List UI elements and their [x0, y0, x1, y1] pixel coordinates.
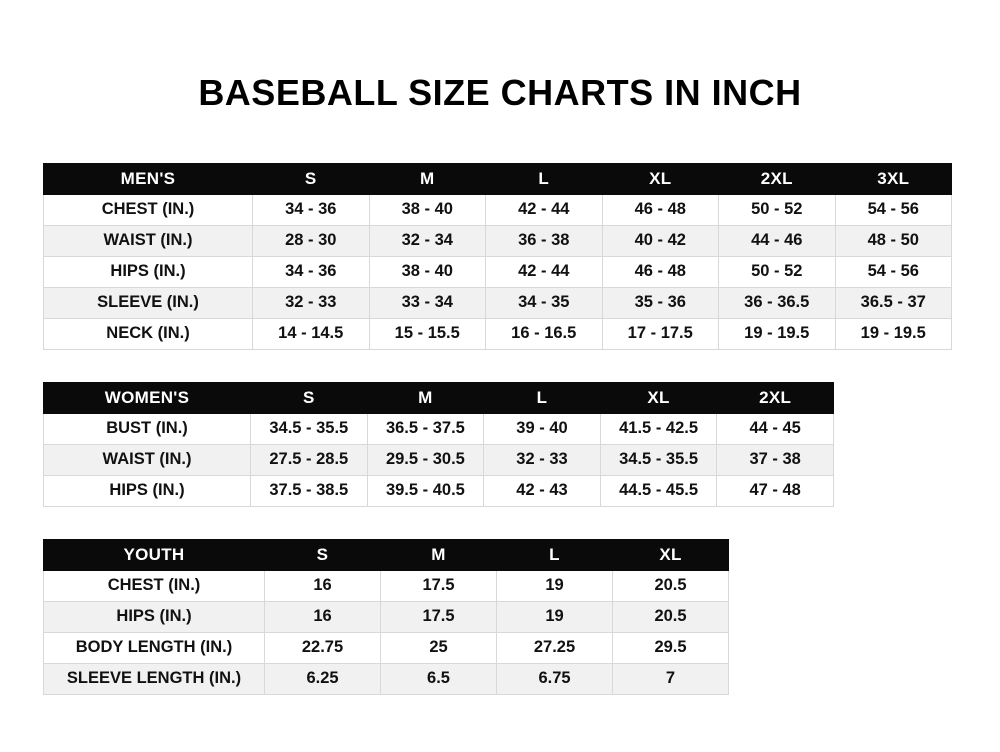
table-cell: 6.25	[265, 663, 381, 694]
table-cell: 27.25	[497, 632, 613, 663]
row-label: NECK (IN.)	[44, 318, 253, 349]
table-cell: 38 - 40	[369, 256, 486, 287]
table-cell: 36.5 - 37	[835, 287, 952, 318]
youth-col-s: S	[265, 539, 381, 570]
mens-col-l: L	[486, 163, 603, 194]
table-cell: 41.5 - 42.5	[600, 413, 717, 444]
table-cell: 47 - 48	[717, 475, 834, 506]
table-cell: 27.5 - 28.5	[251, 444, 368, 475]
table-cell: 33 - 34	[369, 287, 486, 318]
womens-col-xl: XL	[600, 382, 717, 413]
table-row	[44, 256, 952, 287]
table-cell: 19 - 19.5	[719, 318, 836, 349]
table-cell: 34.5 - 35.5	[600, 444, 717, 475]
table-cell: 46 - 48	[602, 256, 719, 287]
table-cell: 28 - 30	[253, 225, 370, 256]
mens-col-3xl: 3XL	[835, 163, 952, 194]
table-cell: 38 - 40	[369, 194, 486, 225]
table-cell: 36 - 36.5	[719, 287, 836, 318]
table-cell: 34 - 36	[253, 194, 370, 225]
row-label: CHEST (IN.)	[44, 194, 253, 225]
youth-header-label: YOUTH	[44, 539, 265, 570]
table-cell: 46 - 48	[602, 194, 719, 225]
table-cell: 39 - 40	[484, 413, 601, 444]
table-cell: 34.5 - 35.5	[251, 413, 368, 444]
womens-col-m: M	[367, 382, 484, 413]
row-label: SLEEVE (IN.)	[44, 287, 253, 318]
table-cell: 6.5	[381, 663, 497, 694]
table-row	[44, 663, 729, 694]
table-cell: 42 - 43	[484, 475, 601, 506]
table-cell: 17.5	[381, 601, 497, 632]
mens-col-s: S	[253, 163, 370, 194]
table-row	[44, 413, 834, 444]
table-row	[44, 601, 729, 632]
table-cell: 40 - 42	[602, 225, 719, 256]
table-cell: 34 - 36	[253, 256, 370, 287]
womens-header-label: WOMEN'S	[44, 382, 251, 413]
table-cell: 25	[381, 632, 497, 663]
womens-col-2xl: 2XL	[717, 382, 834, 413]
table-cell: 15 - 15.5	[369, 318, 486, 349]
table-cell: 34 - 35	[486, 287, 603, 318]
row-label: BODY LENGTH (IN.)	[44, 632, 265, 663]
table-cell: 16 - 16.5	[486, 318, 603, 349]
table-cell: 22.75	[265, 632, 381, 663]
table-row	[44, 632, 729, 663]
table-row	[44, 287, 952, 318]
womens-col-s: S	[251, 382, 368, 413]
table-cell: 17.5	[381, 570, 497, 601]
mens-table-header	[44, 163, 952, 194]
youth-table-header	[44, 539, 729, 570]
table-cell: 6.75	[497, 663, 613, 694]
table-cell: 19 - 19.5	[835, 318, 952, 349]
table-row	[44, 475, 834, 506]
mens-table-body	[44, 194, 952, 349]
table-cell: 17 - 17.5	[602, 318, 719, 349]
table-row	[44, 318, 952, 349]
table-row	[44, 225, 952, 256]
table-cell: 36.5 - 37.5	[367, 413, 484, 444]
table-cell: 7	[613, 663, 729, 694]
tables-container	[0, 163, 1000, 695]
table-cell: 16	[265, 570, 381, 601]
table-cell: 50 - 52	[719, 194, 836, 225]
table-cell: 19	[497, 601, 613, 632]
womens-size-table	[43, 382, 834, 507]
table-cell: 42 - 44	[486, 256, 603, 287]
row-label: HIPS (IN.)	[44, 601, 265, 632]
page-title: BASEBALL SIZE CHARTS IN INCH	[198, 72, 802, 113]
table-row	[44, 570, 729, 601]
table-cell: 48 - 50	[835, 225, 952, 256]
mens-size-table	[43, 163, 952, 350]
table-cell: 44 - 46	[719, 225, 836, 256]
table-cell: 39.5 - 40.5	[367, 475, 484, 506]
table-cell: 16	[265, 601, 381, 632]
mens-col-2xl: 2XL	[719, 163, 836, 194]
table-cell: 29.5	[613, 632, 729, 663]
mens-col-xl: XL	[602, 163, 719, 194]
table-cell: 54 - 56	[835, 256, 952, 287]
table-header-row	[44, 163, 952, 194]
youth-col-m: M	[381, 539, 497, 570]
womens-table-header	[44, 382, 834, 413]
table-cell: 32 - 33	[484, 444, 601, 475]
row-label: HIPS (IN.)	[44, 475, 251, 506]
mens-header-label: MEN'S	[44, 163, 253, 194]
table-cell: 29.5 - 30.5	[367, 444, 484, 475]
table-cell: 14 - 14.5	[253, 318, 370, 349]
youth-table-body	[44, 570, 729, 694]
table-cell: 37 - 38	[717, 444, 834, 475]
table-row	[44, 194, 952, 225]
table-cell: 44 - 45	[717, 413, 834, 444]
row-label: BUST (IN.)	[44, 413, 251, 444]
row-label: CHEST (IN.)	[44, 570, 265, 601]
table-row	[44, 444, 834, 475]
table-cell: 54 - 56	[835, 194, 952, 225]
youth-col-l: L	[497, 539, 613, 570]
table-cell: 19	[497, 570, 613, 601]
youth-size-table	[43, 539, 729, 695]
row-label: WAIST (IN.)	[44, 225, 253, 256]
row-label: HIPS (IN.)	[44, 256, 253, 287]
youth-col-xl: XL	[613, 539, 729, 570]
table-cell: 37.5 - 38.5	[251, 475, 368, 506]
table-cell: 44.5 - 45.5	[600, 475, 717, 506]
womens-table-body	[44, 413, 834, 506]
table-header-row	[44, 539, 729, 570]
table-cell: 32 - 34	[369, 225, 486, 256]
mens-col-m: M	[369, 163, 486, 194]
row-label: WAIST (IN.)	[44, 444, 251, 475]
row-label: SLEEVE LENGTH (IN.)	[44, 663, 265, 694]
table-cell: 42 - 44	[486, 194, 603, 225]
table-cell: 32 - 33	[253, 287, 370, 318]
table-cell: 20.5	[613, 570, 729, 601]
table-cell: 35 - 36	[602, 287, 719, 318]
table-header-row	[44, 382, 834, 413]
table-cell: 50 - 52	[719, 256, 836, 287]
table-cell: 36 - 38	[486, 225, 603, 256]
table-cell: 20.5	[613, 601, 729, 632]
womens-col-l: L	[484, 382, 601, 413]
